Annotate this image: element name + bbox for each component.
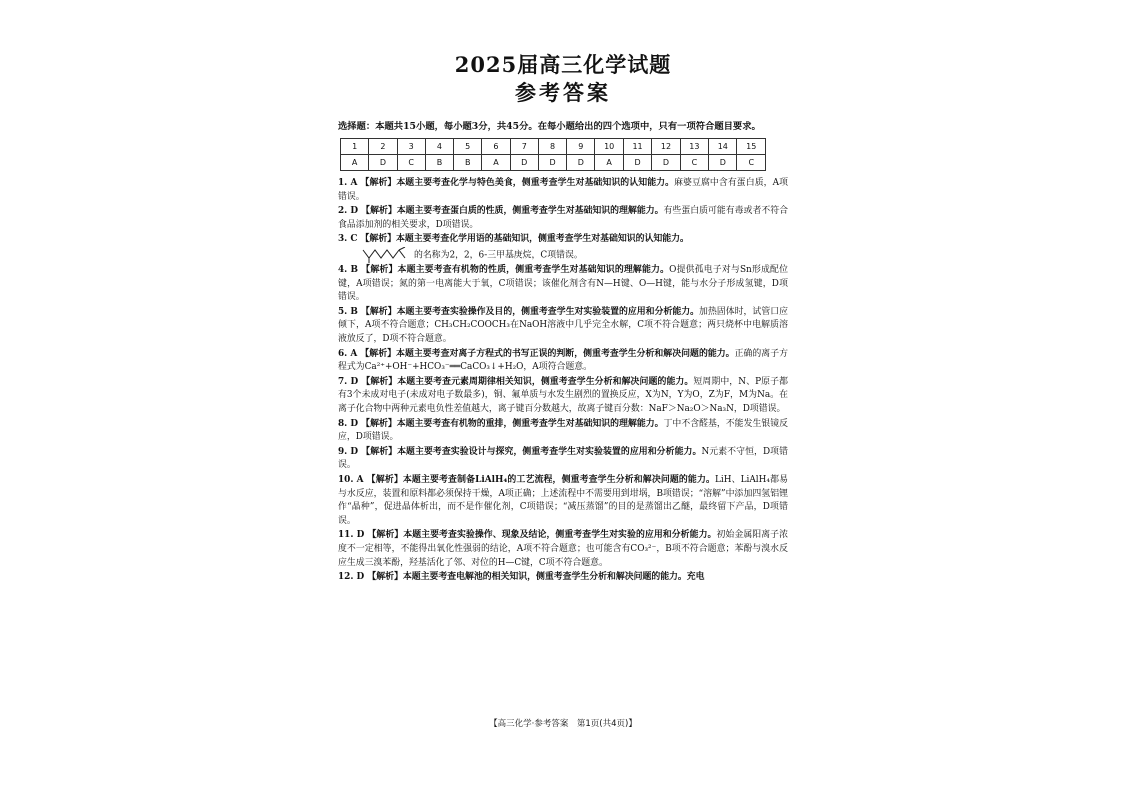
explanation-head: 6. A 【解析】本题主要考查对离子方程式的书写正误的判断，侧重考查学生分析和解决问题的能力。 bbox=[338, 348, 735, 359]
explanation-head: 9. D 【解析】本题主要考查实验设计与探究，侧重考查学生对实验装置的应用和分析能力。 bbox=[338, 446, 702, 457]
question-number: 5 bbox=[454, 139, 482, 155]
question-number: 4 bbox=[425, 139, 453, 155]
explanation-body: 加热固体时，试管口应倾下，A项不符合题意；CH₃CH₂COOCH₃在NaOH溶液中几乎完全水解，C项不符合题意；两只烧杯中电解质溶液放反了，D项不符合题意。 bbox=[338, 306, 788, 345]
explanation-6 bbox=[338, 348, 788, 375]
question-number: 8 bbox=[538, 139, 566, 155]
explanation-head: 7. D 【解析】本题主要考查元素周期律相关知识，侧重考查学生分析和解决问题的能力。 bbox=[338, 376, 694, 387]
explanation-body: 的名称为2，2，6-三甲基庚烷，C项错误。 bbox=[414, 250, 583, 261]
question-number: 14 bbox=[709, 139, 737, 155]
answer-letter: C bbox=[737, 155, 766, 171]
question-number: 9 bbox=[567, 139, 595, 155]
explanation-body: 麻婆豆腐中含有蛋白质，A项错误。 bbox=[338, 178, 788, 202]
explanation-head: 4. B 【解析】本题主要考查有机物的性质，侧重考查学生对基础知识的理解能力。 bbox=[338, 265, 670, 276]
explanation-head: 12. D 【解析】本题主要考查电解池的相关知识，侧重考查学生分析和解决问题的能力。充电 bbox=[338, 572, 705, 583]
question-number: 6 bbox=[482, 139, 510, 155]
explanation-10 bbox=[338, 474, 788, 528]
answer-letter: D bbox=[652, 155, 680, 171]
explanation-head: 11. D 【解析】本题主要考查实验操作、现象及结论，侧重考查学生对实验的应用和分析能力。 bbox=[338, 530, 717, 541]
explanation-body: 正确的离子方程式为Ca²⁺+OH⁻+HCO₃⁻══CaCO₃↓+H₂O，A项符合题意。 bbox=[338, 348, 788, 373]
question-number: 12 bbox=[652, 139, 680, 155]
explanation-12 bbox=[338, 571, 788, 585]
answer-letter: D bbox=[567, 155, 595, 171]
answer-letter: A bbox=[482, 155, 510, 171]
answer-table bbox=[340, 138, 766, 171]
explanation-body-line bbox=[338, 247, 788, 263]
explanation-body: 短周期中，N、P原子都有3个未成对电子(未成对电子数最多)，铜、氟单质与水发生剧烈的置换反应，X为N，Y为O，Z为F，M为Na。在离子化合物中两种元素电负性差值越大，离子键百分数越大，故离子键百分数：NaF＞Na₂O＞Na₃N，D项错误。 bbox=[338, 376, 788, 414]
question-number: 1 bbox=[341, 139, 369, 155]
explanation-11 bbox=[338, 529, 788, 570]
explanation-head: 3. C 【解析】本题主要考查化学用语的基础知识，侧重考查学生对基础知识的认知能力。 bbox=[338, 234, 689, 245]
explanation-body: N元素不守恒，D项错误。 bbox=[338, 446, 789, 471]
answer-letter: C bbox=[397, 155, 425, 171]
explanation-head: 10. A 【解析】本题主要考查制备LiAlH₄的工艺流程，侧重考查学生分析和解决问题的能力。 bbox=[338, 474, 716, 485]
explanation-body: LiH、LiAlH₄都易与水反应，装置和原料都必须保持干燥，A项正确；上述流程中不需要用到坩埚，B项错误；“溶解”中添加四氢铝锂作“晶种”，促进晶体析出，而不是作催化剂，C项错误；“减压蒸馏”的目的是蒸馏出乙醚，最终留下产品，D项错误。 bbox=[338, 474, 788, 526]
explanation-3 bbox=[338, 233, 788, 263]
answer-table-answer-row bbox=[341, 155, 766, 171]
page-footer: 【高三化学·参考答案 第1页(共4页)】 bbox=[489, 719, 637, 729]
explanation-9 bbox=[338, 446, 788, 473]
explanation-body: 初始金属阳离子浓度不一定相等，不能得出氧化性强弱的结论，A项不符合题意；也可能含有CO₃²⁻，B项不符合题意；苯酚与溴水反应生成三溴苯酚，羟基活化了邻、对位的H—C键，C项不符合题意。 bbox=[338, 530, 789, 568]
answer-letter: D bbox=[538, 155, 566, 171]
explanation-4 bbox=[338, 264, 788, 305]
explanation-5 bbox=[338, 306, 788, 347]
answer-page bbox=[338, 52, 788, 752]
explanation-head: 2. D 【解析】本题主要考查蛋白质的性质，侧重考查学生对基础知识的理解能力。 bbox=[338, 206, 664, 217]
explanation-head: 1. A 【解析】本题主要考查化学与特色美食，侧重考查学生对基础知识的认知能力。 bbox=[338, 178, 675, 188]
explanation-7 bbox=[338, 376, 788, 417]
answer-table-number-row bbox=[341, 139, 766, 155]
question-number: 10 bbox=[595, 139, 623, 155]
explanation-8 bbox=[338, 418, 788, 445]
explanation-body: O提供孤电子对与Sn形成配位键，A项错误；氮的第一电离能大于氧，C项错误；该催化剂含有N—H键、O—H键，能与水分子形成氢键，D项错误。 bbox=[338, 265, 788, 303]
answer-letter: D bbox=[369, 155, 397, 171]
answer-letter: D bbox=[510, 155, 538, 171]
page-subtitle: 参考答案 bbox=[515, 80, 611, 105]
explanation-body: 丁中不含醛基，不能发生银镜反应，D项错误。 bbox=[338, 418, 789, 443]
answer-letter: A bbox=[595, 155, 623, 171]
answer-letter: D bbox=[709, 155, 737, 171]
answer-letter: B bbox=[454, 155, 482, 171]
question-number: 13 bbox=[680, 139, 708, 155]
page-title: 2025届高三化学试题 bbox=[454, 52, 672, 77]
explanation-2 bbox=[338, 205, 788, 232]
question-number: 7 bbox=[510, 139, 538, 155]
answer-letter: A bbox=[341, 155, 369, 171]
question-number: 2 bbox=[369, 139, 397, 155]
answer-letter: B bbox=[425, 155, 453, 171]
explanation-body: 有些蛋白质可能有毒或者不符合食品添加剂的相关要求，D项错误。 bbox=[338, 206, 789, 230]
explanation-head: 8. D 【解析】本题主要考查有机物的重排，侧重考查学生对基础知识的理解能力。 bbox=[338, 418, 664, 429]
answer-letter: C bbox=[680, 155, 708, 171]
explanation-head: 5. B 【解析】本题主要考查实验操作及目的，侧重考查学生对实验装置的应用和分析能力。 bbox=[338, 306, 700, 317]
explanation-1 bbox=[338, 177, 788, 204]
skeletal-formula-icon bbox=[362, 247, 410, 263]
section-intro: 选择题：本题共15小题，每小题3分，共45分。在每小题给出的四个选项中，只有一项符合题目要求。 bbox=[338, 121, 761, 132]
answer-letter: D bbox=[623, 155, 651, 171]
question-number: 11 bbox=[623, 139, 651, 155]
question-number: 15 bbox=[737, 139, 766, 155]
question-number: 3 bbox=[397, 139, 425, 155]
